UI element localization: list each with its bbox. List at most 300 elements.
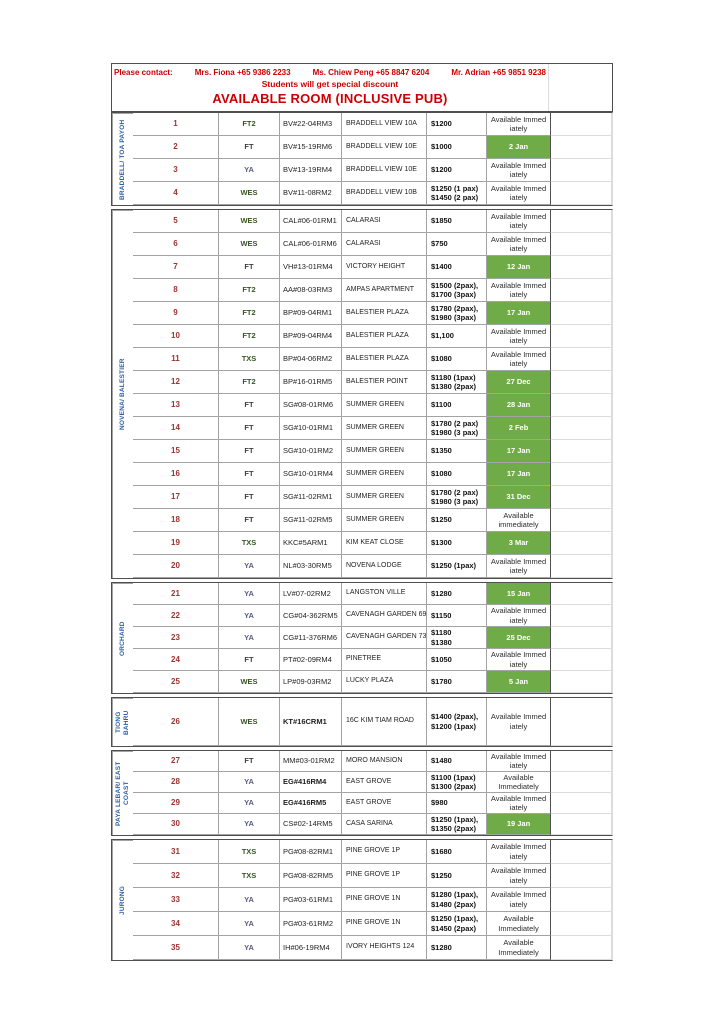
room-type: YA <box>219 555 280 578</box>
spare-cell <box>551 210 612 233</box>
row-number: 23 <box>133 627 219 649</box>
availability-cell <box>487 583 551 605</box>
row-number: 14 <box>133 417 219 440</box>
unit-code: IH#06-19RM4 <box>280 936 342 960</box>
room-type: YA <box>219 159 280 182</box>
region-label: BRADDELL/ TOA PAYOH <box>112 113 133 205</box>
price-line: $750 <box>431 239 448 249</box>
availability-cell <box>487 210 551 233</box>
availability-line: iately <box>509 359 528 368</box>
property-name: CALARASI <box>342 210 427 233</box>
room-price <box>427 532 487 555</box>
availability-line: iately <box>509 221 528 230</box>
region-block <box>111 112 613 206</box>
availability-line: Available Immed <box>490 751 547 761</box>
property-name: PINE GROVE 1P <box>342 840 427 864</box>
property-name: BALESTIER PLAZA <box>342 348 427 371</box>
room-price <box>427 814 487 835</box>
availability-cell <box>487 912 551 936</box>
room-type: FT <box>219 509 280 532</box>
property-name: BALESTIER POINT <box>342 371 427 394</box>
row-number: 33 <box>133 888 219 912</box>
room-type: YA <box>219 888 280 912</box>
unit-code: BP#09-04RM1 <box>280 302 342 325</box>
unit-code: CG#04-362RM5 <box>280 605 342 627</box>
unit-code: PT#02-09RM4 <box>280 649 342 671</box>
region-block <box>111 750 613 836</box>
spare-cell <box>551 233 612 256</box>
property-name: SUMMER GREEN <box>342 463 427 486</box>
spare-cell <box>551 649 612 671</box>
spare-cell <box>551 605 612 627</box>
price-line: $1280 <box>431 588 452 598</box>
page-title: AVAILABLE ROOM (INCLUSIVE PUB) <box>212 91 448 106</box>
room-price <box>427 772 487 793</box>
availability-line: Available Immed <box>490 211 547 221</box>
property-name: NOVENA LODGE <box>342 555 427 578</box>
room-price <box>427 627 487 649</box>
spare-cell <box>551 793 612 814</box>
availability-cell <box>487 649 551 671</box>
price-line: $1850 <box>431 216 452 226</box>
unit-code: BP#16-01RM5 <box>280 371 342 394</box>
availability-line: 17 Jan <box>506 308 531 318</box>
spare-cell <box>551 440 612 463</box>
room-price <box>427 936 487 960</box>
price-line: $1250 (1 pax) <box>431 183 479 193</box>
availability-cell <box>487 840 551 864</box>
spare-cell <box>551 840 612 864</box>
price-line: $1100 <box>431 400 452 410</box>
row-number: 28 <box>133 772 219 793</box>
availability-line: iately <box>509 290 528 299</box>
unit-code: SG#10-01RM4 <box>280 463 342 486</box>
unit-code: VH#13-01RM4 <box>280 256 342 279</box>
availability-cell <box>487 671 551 693</box>
room-price <box>427 371 487 394</box>
property-name: BALESTIER PLAZA <box>342 302 427 325</box>
price-line: $1350 <box>431 446 452 456</box>
contact-label: Please contact: <box>114 68 173 77</box>
availability-cell <box>487 814 551 835</box>
spare-cell <box>551 182 612 205</box>
unit-code: PG#03-61RM2 <box>280 912 342 936</box>
unit-code: NL#03-30RM5 <box>280 555 342 578</box>
property-name: SUMMER GREEN <box>342 440 427 463</box>
region-blocks <box>111 112 613 961</box>
property-name: CAVENAGH GARDEN 69 <box>342 605 427 627</box>
spare-cell <box>551 348 612 371</box>
availability-line: Available Immed <box>490 712 547 722</box>
spare-cell <box>551 509 612 532</box>
availability-line: Available Immed <box>490 866 547 876</box>
table-header <box>111 63 613 112</box>
availability-cell <box>487 888 551 912</box>
availability-line: Available Immed <box>490 280 547 290</box>
unit-code: SG#11-02RM1 <box>280 486 342 509</box>
row-number: 27 <box>133 751 219 772</box>
row-number: 3 <box>133 159 219 182</box>
row-number: 9 <box>133 302 219 325</box>
property-name: PINE GROVE 1N <box>342 912 427 936</box>
availability-line: iately <box>509 170 528 179</box>
room-price <box>427 440 487 463</box>
availability-cell <box>487 936 551 960</box>
price-line: $1180 (1pax) <box>431 372 476 382</box>
price-line: $1980 (3 pax) <box>431 497 479 506</box>
spare-cell <box>551 772 612 793</box>
room-type: FT2 <box>219 371 280 394</box>
price-line: $1250 <box>431 515 452 525</box>
room-type: WES <box>219 698 280 746</box>
price-line: $1480 (2pax) <box>431 899 477 909</box>
row-number: 17 <box>133 486 219 509</box>
availability-line: Available <box>503 938 534 948</box>
room-type: YA <box>219 814 280 835</box>
room-price <box>427 233 487 256</box>
property-name: CALARASI <box>342 233 427 256</box>
availability-cell <box>487 772 551 793</box>
room-price <box>427 583 487 605</box>
room-type: YA <box>219 912 280 936</box>
price-line: $1980 (3pax) <box>431 313 477 322</box>
room-price <box>427 649 487 671</box>
availability-line: iately <box>509 761 528 770</box>
room-type: FT2 <box>219 113 280 136</box>
price-line: $1200 <box>431 165 452 175</box>
room-type: YA <box>219 627 280 649</box>
room-type: YA <box>219 605 280 627</box>
spare-cell <box>551 532 612 555</box>
availability-line: iately <box>509 566 528 575</box>
row-number: 6 <box>133 233 219 256</box>
spare-cell <box>551 671 612 693</box>
room-price <box>427 509 487 532</box>
region-label: JURONG <box>112 840 133 960</box>
property-name: BRADDELL VIEW 10B <box>342 182 427 205</box>
availability-line: Immediately <box>498 947 539 957</box>
availability-line: Available Immed <box>490 160 547 170</box>
spare-cell <box>551 394 612 417</box>
room-type: TXS <box>219 864 280 888</box>
availability-cell <box>487 159 551 182</box>
availability-line: immediately <box>498 520 539 529</box>
room-price <box>427 279 487 302</box>
price-line: $1180 <box>431 628 452 638</box>
room-type: YA <box>219 793 280 814</box>
spare-cell <box>551 256 612 279</box>
availability-line: 12 Jan <box>506 262 531 272</box>
availability-line: iately <box>509 899 528 909</box>
property-name: BALESTIER PLAZA <box>342 325 427 348</box>
unit-code: SG#10-01RM1 <box>280 417 342 440</box>
row-number: 20 <box>133 555 219 578</box>
property-name: MORO MANSION <box>342 751 427 772</box>
availability-line: iately <box>509 851 528 861</box>
availability-cell <box>487 279 551 302</box>
row-number: 19 <box>133 532 219 555</box>
room-price <box>427 159 487 182</box>
region-block <box>111 209 613 579</box>
availability-cell <box>487 113 551 136</box>
room-price <box>427 325 487 348</box>
room-type: YA <box>219 936 280 960</box>
price-line: $1400 <box>431 262 452 272</box>
availability-cell <box>487 532 551 555</box>
property-name: VICTORY HEIGHT <box>342 256 427 279</box>
room-type: FT <box>219 417 280 440</box>
availability-cell <box>487 864 551 888</box>
spare-cell <box>551 371 612 394</box>
room-price <box>427 486 487 509</box>
room-type: FT <box>219 751 280 772</box>
availability-cell <box>487 698 551 746</box>
region-block <box>111 697 613 747</box>
room-price <box>427 698 487 746</box>
price-line: $1250 (1pax) <box>431 561 477 571</box>
row-number: 29 <box>133 793 219 814</box>
price-line: $1080 <box>431 469 452 479</box>
price-line: $980 <box>431 798 448 808</box>
unit-code: CS#02-14RM5 <box>280 814 342 835</box>
row-number: 24 <box>133 649 219 671</box>
unit-code: BV#11-08RM2 <box>280 182 342 205</box>
room-price <box>427 463 487 486</box>
price-line: $1780 (2 pax) <box>431 418 479 428</box>
row-number: 5 <box>133 210 219 233</box>
unit-code: KKC#5ARM1 <box>280 532 342 555</box>
room-type: FT2 <box>219 325 280 348</box>
price-line: $1500 (2pax), <box>431 280 479 290</box>
row-number: 21 <box>133 583 219 605</box>
spare-cell <box>551 113 612 136</box>
availability-line: iately <box>509 803 528 812</box>
row-number: 34 <box>133 912 219 936</box>
room-price <box>427 348 487 371</box>
spare-cell <box>551 417 612 440</box>
price-line: $1250 (1pax), <box>431 814 479 824</box>
spare-cell <box>551 698 612 746</box>
spare-cell <box>551 583 612 605</box>
region-label: NOVENA/ BALESTIER <box>112 210 133 578</box>
property-name: BRADDELL VIEW 10A <box>342 113 427 136</box>
property-name: SUMMER GREEN <box>342 509 427 532</box>
row-number: 16 <box>133 463 219 486</box>
property-name: IVORY HEIGHTS 124 <box>342 936 427 960</box>
availability-cell <box>487 605 551 627</box>
price-line: $1780 (2pax), <box>431 303 479 313</box>
unit-code: BV#22-04RM3 <box>280 113 342 136</box>
row-number: 11 <box>133 348 219 371</box>
spare-cell <box>551 279 612 302</box>
price-line: $1350 (2pax) <box>431 824 477 833</box>
availability-line: iately <box>509 875 528 885</box>
unit-code: BP#04-06RM2 <box>280 348 342 371</box>
contact-fiona: Mrs. Fiona +65 9386 2233 <box>194 68 291 77</box>
availability-cell <box>487 793 551 814</box>
spare-cell <box>551 936 612 960</box>
room-type: FT <box>219 256 280 279</box>
room-price <box>427 417 487 440</box>
region-block <box>111 582 613 694</box>
availability-cell <box>487 440 551 463</box>
spare-cell <box>551 555 612 578</box>
property-name: AMPAS APARTMENT <box>342 279 427 302</box>
price-line: $1450 (2 pax) <box>431 193 479 202</box>
room-price <box>427 210 487 233</box>
spare-cell <box>551 814 612 835</box>
price-line: $1200 <box>431 119 452 129</box>
row-number: 22 <box>133 605 219 627</box>
price-line: $1300 (2pax) <box>431 782 477 791</box>
room-price <box>427 793 487 814</box>
row-number: 30 <box>133 814 219 835</box>
contact-line <box>112 68 548 77</box>
price-line: $1100 (1pax) <box>431 772 476 782</box>
price-line: $1300 <box>431 538 452 548</box>
availability-cell <box>487 233 551 256</box>
unit-code: LV#07-02RM2 <box>280 583 342 605</box>
row-number: 18 <box>133 509 219 532</box>
property-name: PINE GROVE 1N <box>342 888 427 912</box>
property-name: EAST GROVE <box>342 772 427 793</box>
room-type: FT2 <box>219 279 280 302</box>
unit-code: PG#08-82RM5 <box>280 864 342 888</box>
property-name: CASA SARINA <box>342 814 427 835</box>
header-spare-cell <box>549 64 612 111</box>
spare-cell <box>551 864 612 888</box>
unit-code: BV#15-19RM6 <box>280 136 342 159</box>
availability-line: iately <box>509 244 528 253</box>
property-name: SUMMER GREEN <box>342 486 427 509</box>
unit-code: LP#09-03RM2 <box>280 671 342 693</box>
room-price <box>427 113 487 136</box>
availability-line: 15 Jan <box>506 588 531 598</box>
region-label: ORCHARD <box>112 583 133 693</box>
room-type: FT <box>219 440 280 463</box>
availability-cell <box>487 555 551 578</box>
room-price <box>427 671 487 693</box>
availability-cell <box>487 417 551 440</box>
property-name: BRADDELL VIEW 10E <box>342 136 427 159</box>
discount-note: Students will get special discount <box>261 79 399 89</box>
availability-line: 19 Jan <box>506 819 531 829</box>
availability-line: 25 Dec <box>506 632 531 642</box>
unit-code: BV#13-19RM4 <box>280 159 342 182</box>
availability-line: Available Immed <box>490 114 547 124</box>
unit-code: CAL#06-01RM6 <box>280 233 342 256</box>
price-line: $1,100 <box>431 331 454 341</box>
price-line: $1150 <box>431 610 452 620</box>
availability-line: 28 Jan <box>506 400 531 410</box>
price-line: $1200 (1pax) <box>431 721 477 731</box>
room-price <box>427 136 487 159</box>
room-type: WES <box>219 233 280 256</box>
availability-cell <box>487 182 551 205</box>
spare-cell <box>551 159 612 182</box>
row-number: 8 <box>133 279 219 302</box>
room-price <box>427 751 487 772</box>
availability-cell <box>487 463 551 486</box>
property-name: KIM KEAT CLOSE <box>342 532 427 555</box>
availability-cell <box>487 371 551 394</box>
availability-line: 17 Jan <box>506 469 531 479</box>
spare-cell <box>551 486 612 509</box>
availability-line: Immediately <box>498 923 539 933</box>
availability-line: Available Immed <box>490 606 547 616</box>
spare-cell <box>551 302 612 325</box>
availability-line: Available Immed <box>490 842 547 852</box>
region-block <box>111 839 613 961</box>
spare-cell <box>551 627 612 649</box>
row-number: 35 <box>133 936 219 960</box>
room-type: FT <box>219 649 280 671</box>
availability-cell <box>487 348 551 371</box>
row-number: 31 <box>133 840 219 864</box>
price-line: $1280 <box>431 942 452 952</box>
property-name: LUCKY PLAZA <box>342 671 427 693</box>
row-number: 32 <box>133 864 219 888</box>
room-price <box>427 256 487 279</box>
room-type: FT <box>219 136 280 159</box>
room-type: TXS <box>219 840 280 864</box>
price-line: $1780 (2 pax) <box>431 487 479 497</box>
availability-line: Available Immed <box>490 234 547 244</box>
property-name: PINE GROVE 1P <box>342 864 427 888</box>
unit-code: PG#08-82RM1 <box>280 840 342 864</box>
room-type: WES <box>219 210 280 233</box>
room-price <box>427 555 487 578</box>
availability-line: Available Immed <box>490 890 547 900</box>
contact-adrian: Mr. Adrian +65 9851 9238 <box>451 68 546 77</box>
row-number: 10 <box>133 325 219 348</box>
property-name: 16C KIM TIAM ROAD <box>342 698 427 746</box>
availability-cell <box>487 394 551 417</box>
price-line: $1250 (1pax), <box>431 914 479 924</box>
availability-line: Available Immed <box>490 326 547 336</box>
price-line: $1000 <box>431 142 452 152</box>
price-line: $1380 <box>431 637 452 647</box>
room-type: FT <box>219 394 280 417</box>
availability-line: 5 Jan <box>508 676 529 686</box>
price-line: $1050 <box>431 654 452 664</box>
availability-line: iately <box>509 336 528 345</box>
room-type: YA <box>219 583 280 605</box>
availability-line: 2 Jan <box>508 142 529 152</box>
room-type: WES <box>219 182 280 205</box>
region-label: TIONG BAHRU <box>112 698 133 746</box>
availability-line: 2 Feb <box>508 423 529 433</box>
availability-cell <box>487 256 551 279</box>
availability-line: Available <box>503 772 534 782</box>
price-line: $1380 (2pax) <box>431 382 477 391</box>
spare-cell <box>551 888 612 912</box>
unit-code: KT#16CRM1 <box>280 698 342 746</box>
spare-cell <box>551 912 612 936</box>
room-type: TXS <box>219 532 280 555</box>
spare-cell <box>551 751 612 772</box>
price-line: $1280 (1pax), <box>431 890 479 900</box>
property-name: EAST GROVE <box>342 793 427 814</box>
unit-code: CAL#06-01RM1 <box>280 210 342 233</box>
room-price <box>427 864 487 888</box>
unit-code: MM#03-01RM2 <box>280 751 342 772</box>
availability-cell <box>487 627 551 649</box>
spare-cell <box>551 463 612 486</box>
availability-line: Available Immed <box>490 556 547 566</box>
unit-code: EG#416RM4 <box>280 772 342 793</box>
row-number: 7 <box>133 256 219 279</box>
